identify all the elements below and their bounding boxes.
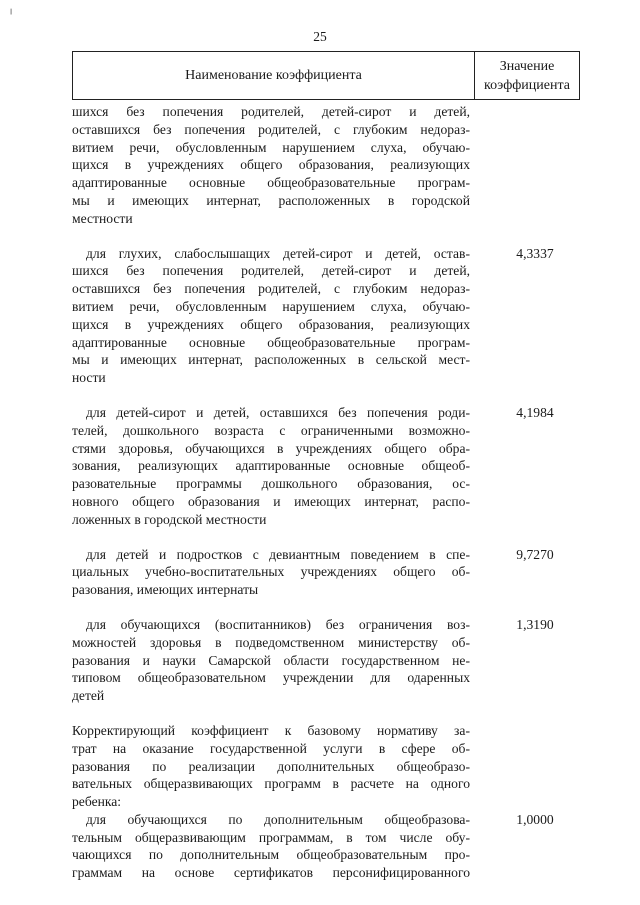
text-line: телей, дошкольного возраста с ограниченными возможно- bbox=[72, 422, 470, 438]
text-line: стями здоровья, обучающихся в учреждениях общего обра- bbox=[72, 440, 470, 456]
row-value: 4,1984 bbox=[516, 404, 554, 420]
text-line: разовательные программы дошкольного образования, ос- bbox=[72, 476, 470, 492]
text-line: оставшихся без попечения родителей, с глубоким недораз- bbox=[72, 281, 470, 297]
text-line: витием речи, обусловленным нарушением слуха, обучаю- bbox=[72, 298, 470, 314]
text-line: ребенка: bbox=[72, 794, 122, 810]
text-line: адаптированные основные общеобразовательные програм- bbox=[72, 175, 470, 191]
text-line: для детей и подростков с девиантным поведением в спе- bbox=[86, 546, 470, 562]
row-text bbox=[72, 616, 470, 705]
text-line: мы и имеющих интернат, расположенных в сельской мест- bbox=[72, 352, 470, 368]
text-line: для обучающихся (воспитанников) без ограничения воз- bbox=[86, 616, 470, 632]
table-row bbox=[72, 245, 580, 387]
text-line: для глухих, слабослышащих детей-сирот и детей, остав- bbox=[86, 245, 470, 261]
text-line: можностей здоровья в подведомственном министерству об- bbox=[72, 634, 470, 650]
table-row bbox=[72, 404, 580, 529]
text-line: разования по реализации дополнительных общеобразо- bbox=[72, 758, 470, 774]
table-header bbox=[72, 51, 580, 100]
text-line: ности bbox=[72, 370, 106, 386]
row-text bbox=[72, 811, 470, 882]
text-line: ложенных в городской местности bbox=[72, 511, 267, 527]
header-value-line1: Значение bbox=[499, 58, 555, 74]
row-value: 1,3190 bbox=[516, 616, 554, 632]
text-line: новного общего образования и имеющих интернат, распо- bbox=[72, 493, 470, 509]
table-row bbox=[72, 546, 580, 599]
scan-mark: ╷ bbox=[8, 4, 15, 15]
text-line: детей bbox=[72, 688, 105, 704]
text-line: для детей-сирот и детей, оставшихся без попечения роди- bbox=[86, 404, 470, 420]
row-value: 9,7270 bbox=[516, 546, 554, 562]
text-line: оставшихся без попечения родителей, с глубоким недораз- bbox=[72, 121, 470, 137]
row-text bbox=[72, 245, 470, 387]
text-line: тельным общеразвивающим программам, в том числе обу- bbox=[72, 829, 470, 845]
text-line: шихся без попечения родителей, детей-сирот и детей, bbox=[72, 104, 470, 119]
table-row bbox=[72, 811, 580, 882]
table-row bbox=[72, 616, 580, 705]
table-body bbox=[72, 103, 580, 882]
header-value-line2: коэффициента bbox=[484, 77, 570, 93]
text-line: циальных учебно-воспитательных учреждениях общего об- bbox=[72, 564, 470, 580]
text-line: витием речи, обусловленным нарушением слуха, обучаю- bbox=[72, 139, 470, 155]
row-value bbox=[470, 103, 580, 228]
table-row bbox=[72, 722, 580, 811]
text-line: мы и имеющих интернат, расположенных в городской bbox=[72, 192, 470, 208]
row-text bbox=[72, 546, 470, 599]
text-line: вательных общеразвивающих программ в расчете на одного bbox=[72, 776, 470, 792]
row-value bbox=[470, 722, 580, 811]
text-line: граммам на основе сертификатов персонифицированного bbox=[72, 865, 470, 881]
text-line: щихся в учреждениях общего образования, реализующих bbox=[72, 157, 470, 173]
row-value: 4,3337 bbox=[516, 245, 554, 261]
text-line: типовом общеобразовательном учреждении для одаренных bbox=[72, 670, 470, 686]
text-line: адаптированные основные общеобразовательные програм- bbox=[72, 334, 470, 350]
text-line: разования и науки Самарской области государственном не- bbox=[72, 652, 470, 668]
text-line: трат на оказание государственной услуги в сфере об- bbox=[72, 740, 470, 756]
row-text bbox=[72, 103, 470, 228]
row-value: 1,0000 bbox=[516, 811, 554, 827]
text-line: разования, имеющих интернаты bbox=[72, 582, 259, 598]
header-coefficient-value bbox=[475, 52, 579, 99]
header-coefficient-name: Наименование коэффициента bbox=[73, 52, 475, 99]
row-text bbox=[72, 722, 470, 811]
page-number: 25 bbox=[313, 29, 327, 44]
text-line: зования, реализующих адаптированные основные общеоб- bbox=[72, 458, 470, 474]
text-line: щихся в учреждениях общего образования, реализующих bbox=[72, 316, 470, 332]
text-line: Корректирующий коэффициент к базовому нормативу за- bbox=[72, 722, 470, 738]
table-row bbox=[72, 103, 580, 228]
text-line: местности bbox=[72, 210, 133, 226]
row-text bbox=[72, 404, 470, 529]
text-line: чающихся по дополнительным общеобразовательным про- bbox=[72, 847, 470, 863]
text-line: для обучающихся по дополнительным общеобразова- bbox=[86, 811, 470, 827]
text-line: шихся без попечения родителей, детей-сирот и детей, bbox=[72, 263, 470, 279]
